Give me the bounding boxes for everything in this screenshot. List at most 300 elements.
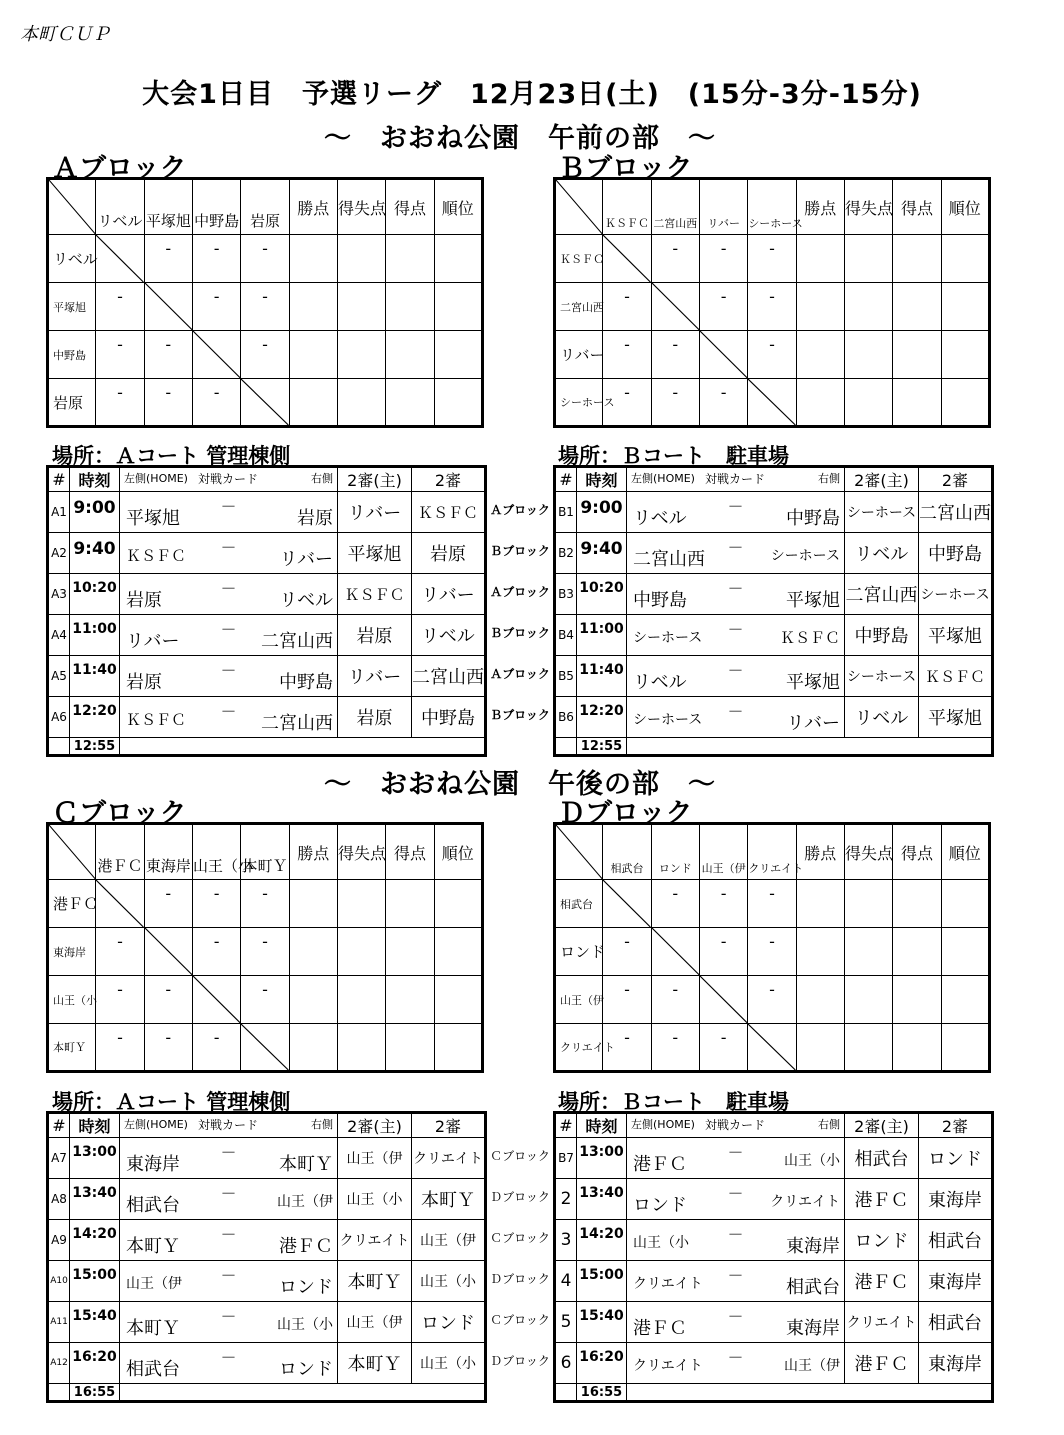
match-row[interactable] xyxy=(555,1179,993,1220)
league-col-team: リベル xyxy=(96,179,144,235)
league-result-cell[interactable]: - xyxy=(603,331,651,379)
match-card xyxy=(120,1302,338,1343)
match-card xyxy=(120,1138,338,1179)
league-stat-cell[interactable] xyxy=(893,880,941,928)
league-stat-cell[interactable] xyxy=(893,928,941,976)
league-stat-cell[interactable] xyxy=(434,283,482,331)
league-result-cell[interactable]: - xyxy=(651,1024,699,1072)
home-team: リバー xyxy=(126,631,180,652)
league-stat-cell[interactable] xyxy=(941,283,989,331)
referee-main: 相武台 xyxy=(845,1138,919,1179)
match-number: B7 xyxy=(555,1138,577,1179)
match-card xyxy=(627,697,845,738)
home-team: ＫＳＦＣ xyxy=(126,711,187,729)
home-team: シーホース xyxy=(633,712,703,728)
league-result-cell[interactable]: - xyxy=(144,235,192,283)
league-diagonal-cell xyxy=(241,1024,289,1072)
block-tag: Ｃブロック xyxy=(490,1313,550,1327)
referee-second: リバー xyxy=(412,574,486,615)
away-team: 東海岸 xyxy=(786,1318,840,1339)
away-side-label: 右側 xyxy=(818,472,840,485)
away-team: 山王（小 xyxy=(277,1317,333,1333)
sched-card-header xyxy=(120,467,338,492)
match-card xyxy=(627,1220,845,1261)
home-team: 中野島 xyxy=(633,590,687,611)
match-row[interactable] xyxy=(555,656,993,697)
home-team: 港ＦＣ xyxy=(633,1154,687,1175)
league-result-cell[interactable]: - xyxy=(651,331,699,379)
sched-time-header: 時刻 xyxy=(70,1113,120,1138)
league-stat-cell[interactable] xyxy=(289,283,337,331)
league-result-cell[interactable]: - xyxy=(144,379,192,427)
block-tag: Ａブロック xyxy=(490,667,550,681)
end-blank xyxy=(120,1384,486,1402)
league-stat-cell[interactable] xyxy=(893,235,941,283)
vs-dash: － xyxy=(727,497,744,516)
league-stat-cell[interactable] xyxy=(289,928,337,976)
league-result-cell[interactable]: - xyxy=(144,880,192,928)
league-stat-cell[interactable] xyxy=(796,331,844,379)
league-result-cell[interactable]: - xyxy=(603,379,651,427)
match-row[interactable] xyxy=(555,1302,993,1343)
league-stat-cell[interactable] xyxy=(337,976,385,1024)
league-diagonal-cell xyxy=(96,235,144,283)
match-row[interactable] xyxy=(555,1220,993,1261)
league-result-cell[interactable]: - xyxy=(144,976,192,1024)
league-stat-cell[interactable] xyxy=(337,283,385,331)
away-team: 岩原 xyxy=(297,508,333,529)
league-stat-cell[interactable] xyxy=(796,379,844,427)
away-team: ＫＳＦＣ xyxy=(779,629,840,647)
league-stat-cell[interactable] xyxy=(941,331,989,379)
league-stat-cell[interactable] xyxy=(893,331,941,379)
match-number: B6 xyxy=(555,697,577,738)
league-result-cell[interactable]: - xyxy=(241,880,289,928)
league-stat-cell[interactable] xyxy=(386,976,434,1024)
league-stat-cell[interactable] xyxy=(941,880,989,928)
match-time: 9:40 xyxy=(577,533,627,574)
referee-main: リバー xyxy=(338,492,412,533)
match-row[interactable] xyxy=(48,1261,486,1302)
league-stat-header: 得失点 xyxy=(337,179,385,235)
away-team: 中野島 xyxy=(786,508,840,529)
referee-main: クリエイト xyxy=(338,1220,412,1261)
away-team: リバー xyxy=(279,549,333,570)
league-stat-cell[interactable] xyxy=(844,283,892,331)
league-stat-cell[interactable] xyxy=(386,235,434,283)
league-stat-cell[interactable] xyxy=(337,1024,385,1072)
league-stat-cell[interactable] xyxy=(941,235,989,283)
league-result-cell[interactable]: - xyxy=(241,976,289,1024)
league-stat-cell[interactable] xyxy=(796,283,844,331)
league-row-team: ＫＳＦＣ xyxy=(555,235,603,283)
home-team: 岩原 xyxy=(126,590,162,611)
vs-dash: － xyxy=(727,1225,744,1244)
league-stat-cell[interactable] xyxy=(844,235,892,283)
match-time: 10:20 xyxy=(577,574,627,615)
match-row[interactable] xyxy=(48,1138,486,1179)
match-time: 15:00 xyxy=(70,1261,120,1302)
vs-dash: － xyxy=(220,1348,237,1367)
match-time: 12:20 xyxy=(70,697,120,738)
match-row[interactable] xyxy=(48,615,486,656)
league-result-cell[interactable]: - xyxy=(192,1024,240,1072)
match-card xyxy=(627,656,845,697)
league-stat-cell[interactable] xyxy=(386,283,434,331)
league-stat-cell[interactable] xyxy=(434,928,482,976)
vs-dash: － xyxy=(220,661,237,680)
match-time: 16:20 xyxy=(577,1343,627,1384)
match-number: B3 xyxy=(555,574,577,615)
league-stat-cell[interactable] xyxy=(337,928,385,976)
match-row[interactable] xyxy=(555,1343,993,1384)
match-card xyxy=(120,1220,338,1261)
league-stat-cell[interactable] xyxy=(844,880,892,928)
league-stat-cell[interactable] xyxy=(434,880,482,928)
vs-dash: － xyxy=(727,1143,744,1162)
match-number: A1 xyxy=(48,492,70,533)
home-team: 山王（小 xyxy=(633,1235,689,1251)
away-team: リバー xyxy=(786,713,840,734)
away-team: ロンド xyxy=(279,1359,333,1380)
match-row[interactable] xyxy=(555,1261,993,1302)
league-result-cell[interactable]: - xyxy=(241,283,289,331)
league-stat-cell[interactable] xyxy=(796,1024,844,1072)
match-row[interactable] xyxy=(48,1179,486,1220)
league-result-cell[interactable]: - xyxy=(96,379,144,427)
league-result-cell[interactable]: - xyxy=(748,976,796,1024)
block-tag: Ａブロック xyxy=(490,503,550,517)
sched-card-header xyxy=(120,1113,338,1138)
league-row-team: 平塚旭 xyxy=(48,283,96,331)
league-result-cell[interactable]: - xyxy=(603,928,651,976)
league-stat-cell[interactable] xyxy=(941,976,989,1024)
away-side-label: 右側 xyxy=(311,472,333,485)
vs-dash: － xyxy=(220,1143,237,1162)
end-time: 12:55 xyxy=(577,738,627,756)
match-time: 13:00 xyxy=(577,1138,627,1179)
match-time: 9:00 xyxy=(70,492,120,533)
league-diagonal-cell xyxy=(651,283,699,331)
sched-ref1-header: 2審(主) xyxy=(338,467,412,492)
league-row-team: 二宮山西 xyxy=(555,283,603,331)
league-stat-cell[interactable] xyxy=(434,379,482,427)
league-result-cell[interactable]: - xyxy=(192,283,240,331)
home-team: リベル xyxy=(633,672,687,693)
league-result-cell[interactable]: - xyxy=(699,379,747,427)
away-side-label: 右側 xyxy=(311,1118,333,1131)
league-result-cell[interactable]: - xyxy=(96,976,144,1024)
vs-dash: － xyxy=(220,538,237,557)
sched-time-header: 時刻 xyxy=(70,467,120,492)
sched-ref1-header: 2審(主) xyxy=(845,467,919,492)
league-stat-cell[interactable] xyxy=(796,928,844,976)
league-stat-cell[interactable] xyxy=(386,379,434,427)
sched-ref2-header: 2審 xyxy=(412,1113,486,1138)
referee-second: 東海岸 xyxy=(919,1179,993,1220)
league-col-team: 二宮山西 xyxy=(651,179,699,235)
league-result-cell[interactable]: - xyxy=(192,880,240,928)
league-result-cell[interactable]: - xyxy=(96,283,144,331)
referee-second: 山王（小 xyxy=(412,1261,486,1302)
home-team: 本町Ｙ xyxy=(126,1236,180,1257)
referee-main: リベル xyxy=(845,697,919,738)
vs-dash: － xyxy=(727,661,744,680)
league-corner-cell xyxy=(48,179,96,235)
referee-second: ロンド xyxy=(919,1138,993,1179)
away-team: 山王（小 xyxy=(784,1153,840,1169)
league-result-cell[interactable]: - xyxy=(144,331,192,379)
match-number: 3 xyxy=(555,1220,577,1261)
match-number: A5 xyxy=(48,656,70,697)
block-c-title: Ｃブロック xyxy=(52,798,187,829)
league-result-cell[interactable]: - xyxy=(651,235,699,283)
referee-main: 山王（伊 xyxy=(338,1302,412,1343)
league-result-cell[interactable]: - xyxy=(241,235,289,283)
match-row[interactable] xyxy=(555,492,993,533)
sched-card-header xyxy=(627,1113,845,1138)
league-result-cell[interactable]: - xyxy=(699,928,747,976)
vs-dash: － xyxy=(220,1266,237,1285)
block-tag: Ａブロック xyxy=(490,585,550,599)
pm-b-court-location: 場所：Ｂコート 駐車場 xyxy=(558,1090,789,1114)
referee-second: 相武台 xyxy=(919,1220,993,1261)
league-stat-cell[interactable] xyxy=(893,283,941,331)
referee-main: ロンド xyxy=(845,1220,919,1261)
league-stat-cell[interactable] xyxy=(844,976,892,1024)
match-row[interactable] xyxy=(555,574,993,615)
league-result-cell[interactable]: - xyxy=(748,331,796,379)
match-card xyxy=(627,533,845,574)
league-stat-cell[interactable] xyxy=(796,880,844,928)
league-col-team: 山王（小 xyxy=(192,824,240,880)
league-stat-cell[interactable] xyxy=(289,1024,337,1072)
home-team: ロンド xyxy=(633,1195,687,1216)
match-number: A9 xyxy=(48,1220,70,1261)
league-stat-cell[interactable] xyxy=(386,331,434,379)
league-stat-cell[interactable] xyxy=(289,331,337,379)
league-result-cell[interactable]: - xyxy=(96,1024,144,1072)
league-stat-header: 得点 xyxy=(386,824,434,880)
pm-section-title: ～ おおね公園 午後の部 ～ xyxy=(324,769,716,800)
league-stat-cell[interactable] xyxy=(386,880,434,928)
league-result-cell[interactable]: - xyxy=(192,379,240,427)
league-result-cell[interactable]: - xyxy=(603,976,651,1024)
league-stat-cell[interactable] xyxy=(289,235,337,283)
referee-main: 岩原 xyxy=(338,697,412,738)
league-result-cell[interactable]: - xyxy=(144,1024,192,1072)
page-title: 大会1日目 予選リーグ 12月23日(土) (15分-3分-15分) xyxy=(142,79,922,110)
league-stat-header: 得点 xyxy=(893,824,941,880)
end-time: 16:55 xyxy=(70,1384,120,1402)
away-team: 平塚旭 xyxy=(786,590,840,611)
league-diagonal-cell xyxy=(96,880,144,928)
home-team: シーホース xyxy=(633,630,703,646)
home-side-label: 左側(HOME) xyxy=(124,1118,188,1131)
league-stat-header: 勝点 xyxy=(796,179,844,235)
referee-second: 東海岸 xyxy=(919,1343,993,1384)
league-stat-cell[interactable] xyxy=(337,331,385,379)
home-team: クリエイト xyxy=(633,1276,703,1292)
league-diagonal-cell xyxy=(192,976,240,1024)
league-result-cell[interactable]: - xyxy=(96,331,144,379)
league-result-cell[interactable]: - xyxy=(748,235,796,283)
league-stat-cell[interactable] xyxy=(844,1024,892,1072)
home-team: リベル xyxy=(633,508,687,529)
card-label: 対戦カード xyxy=(198,472,259,486)
league-stat-cell[interactable] xyxy=(289,379,337,427)
league-result-cell[interactable]: - xyxy=(699,235,747,283)
league-stat-cell[interactable] xyxy=(893,379,941,427)
sched-card-header xyxy=(627,467,845,492)
league-result-cell[interactable]: - xyxy=(603,1024,651,1072)
league-stat-cell[interactable] xyxy=(893,976,941,1024)
league-stat-cell[interactable] xyxy=(337,880,385,928)
referee-main: 平塚旭 xyxy=(338,533,412,574)
end-num-cell xyxy=(555,1384,577,1402)
league-stat-header: 勝点 xyxy=(289,179,337,235)
match-row[interactable] xyxy=(555,615,993,656)
sched-ref2-header: 2審 xyxy=(919,1113,993,1138)
home-side-label: 左側(HOME) xyxy=(631,472,695,485)
referee-second: 岩原 xyxy=(412,533,486,574)
match-row[interactable] xyxy=(48,574,486,615)
block-tag: Ｂブロック xyxy=(490,544,550,558)
end-num-cell xyxy=(555,738,577,756)
league-result-cell[interactable]: - xyxy=(699,283,747,331)
league-stat-cell[interactable] xyxy=(844,379,892,427)
league-stat-cell[interactable] xyxy=(434,331,482,379)
match-card xyxy=(627,574,845,615)
block-tag: Ｄブロック xyxy=(490,1354,550,1368)
league-result-cell[interactable]: - xyxy=(192,928,240,976)
sched-ref1-header: 2審(主) xyxy=(845,1113,919,1138)
match-row[interactable] xyxy=(48,1302,486,1343)
league-result-cell[interactable]: - xyxy=(699,1024,747,1072)
away-team: 二宮山西 xyxy=(261,631,333,652)
match-card xyxy=(120,574,338,615)
league-stat-header: 順位 xyxy=(941,824,989,880)
referee-main: 二宮山西 xyxy=(845,574,919,615)
match-number: A7 xyxy=(48,1138,70,1179)
block-tag: Ｄブロック xyxy=(490,1190,550,1204)
home-team: 山王（伊 xyxy=(126,1276,182,1292)
home-team: 本町Ｙ xyxy=(126,1318,180,1339)
league-col-team: 本町Ｙ xyxy=(241,824,289,880)
league-diagonal-cell xyxy=(699,331,747,379)
league-result-cell[interactable]: - xyxy=(192,235,240,283)
league-col-team: 東海岸 xyxy=(144,824,192,880)
card-label: 対戦カード xyxy=(705,1118,766,1132)
match-time: 14:20 xyxy=(577,1220,627,1261)
league-result-cell[interactable]: - xyxy=(699,880,747,928)
league-stat-cell[interactable] xyxy=(337,379,385,427)
league-row-team: シーホース xyxy=(555,379,603,427)
league-stat-cell[interactable] xyxy=(386,928,434,976)
league-stat-cell[interactable] xyxy=(941,1024,989,1072)
match-row[interactable] xyxy=(48,1343,486,1384)
league-diagonal-cell xyxy=(144,283,192,331)
block-tag: Ｃブロック xyxy=(490,1231,550,1245)
league-stat-cell[interactable] xyxy=(337,235,385,283)
home-team: 港ＦＣ xyxy=(633,1318,687,1339)
league-stat-cell[interactable] xyxy=(434,235,482,283)
league-stat-cell[interactable] xyxy=(434,1024,482,1072)
league-stat-cell[interactable] xyxy=(289,880,337,928)
match-row[interactable] xyxy=(48,697,486,738)
away-team: 山王（伊 xyxy=(784,1358,840,1374)
referee-main: シーホース xyxy=(845,492,919,533)
league-stat-cell[interactable] xyxy=(796,235,844,283)
league-result-cell[interactable]: - xyxy=(748,283,796,331)
match-row[interactable] xyxy=(555,1138,993,1179)
referee-main: リベル xyxy=(845,533,919,574)
referee-main: 本町Ｙ xyxy=(338,1261,412,1302)
sched-ref1-header: 2審(主) xyxy=(338,1113,412,1138)
match-row[interactable] xyxy=(48,533,486,574)
league-diagonal-cell xyxy=(748,379,796,427)
sched-ref2-header: 2審 xyxy=(412,467,486,492)
match-row[interactable] xyxy=(48,656,486,697)
match-row[interactable] xyxy=(48,1220,486,1261)
home-side-label: 左側(HOME) xyxy=(124,472,188,485)
league-stat-cell[interactable] xyxy=(434,976,482,1024)
match-card xyxy=(120,656,338,697)
away-team: 港ＦＣ xyxy=(279,1236,333,1257)
referee-main: ＫＳＦＣ xyxy=(338,574,412,615)
match-row[interactable] xyxy=(48,492,486,533)
match-card xyxy=(627,1343,845,1384)
league-stat-cell[interactable] xyxy=(941,379,989,427)
referee-second: ＫＳＦＣ xyxy=(412,492,486,533)
league-stat-cell[interactable] xyxy=(289,976,337,1024)
match-time: 13:00 xyxy=(70,1138,120,1179)
match-row[interactable] xyxy=(555,697,993,738)
away-team: ロンド xyxy=(279,1277,333,1298)
league-stat-cell[interactable] xyxy=(386,1024,434,1072)
league-result-cell[interactable]: - xyxy=(241,331,289,379)
league-result-cell[interactable]: - xyxy=(651,880,699,928)
league-stat-cell[interactable] xyxy=(941,928,989,976)
league-stat-header: 得点 xyxy=(386,179,434,235)
match-card xyxy=(120,492,338,533)
match-number: A2 xyxy=(48,533,70,574)
league-result-cell[interactable]: - xyxy=(748,928,796,976)
match-row[interactable] xyxy=(555,533,993,574)
league-stat-cell[interactable] xyxy=(844,331,892,379)
league-stat-header: 得失点 xyxy=(844,824,892,880)
referee-second: 平塚旭 xyxy=(919,697,993,738)
league-result-cell[interactable]: - xyxy=(241,928,289,976)
league-result-cell[interactable]: - xyxy=(651,976,699,1024)
league-diagonal-cell xyxy=(192,331,240,379)
home-team: ＫＳＦＣ xyxy=(126,547,187,565)
league-stat-cell[interactable] xyxy=(844,928,892,976)
card-label: 対戦カード xyxy=(198,1118,259,1132)
match-number: B1 xyxy=(555,492,577,533)
league-corner-cell xyxy=(48,824,96,880)
league-result-cell[interactable]: - xyxy=(96,928,144,976)
league-row-team: ロンド xyxy=(555,928,603,976)
league-stat-cell[interactable] xyxy=(893,1024,941,1072)
match-time: 9:40 xyxy=(70,533,120,574)
league-stat-header: 勝点 xyxy=(796,824,844,880)
referee-second: 二宮山西 xyxy=(919,492,993,533)
league-result-cell[interactable]: - xyxy=(603,283,651,331)
league-result-cell[interactable]: - xyxy=(748,880,796,928)
league-result-cell[interactable]: - xyxy=(651,379,699,427)
league-stat-cell[interactable] xyxy=(796,976,844,1024)
